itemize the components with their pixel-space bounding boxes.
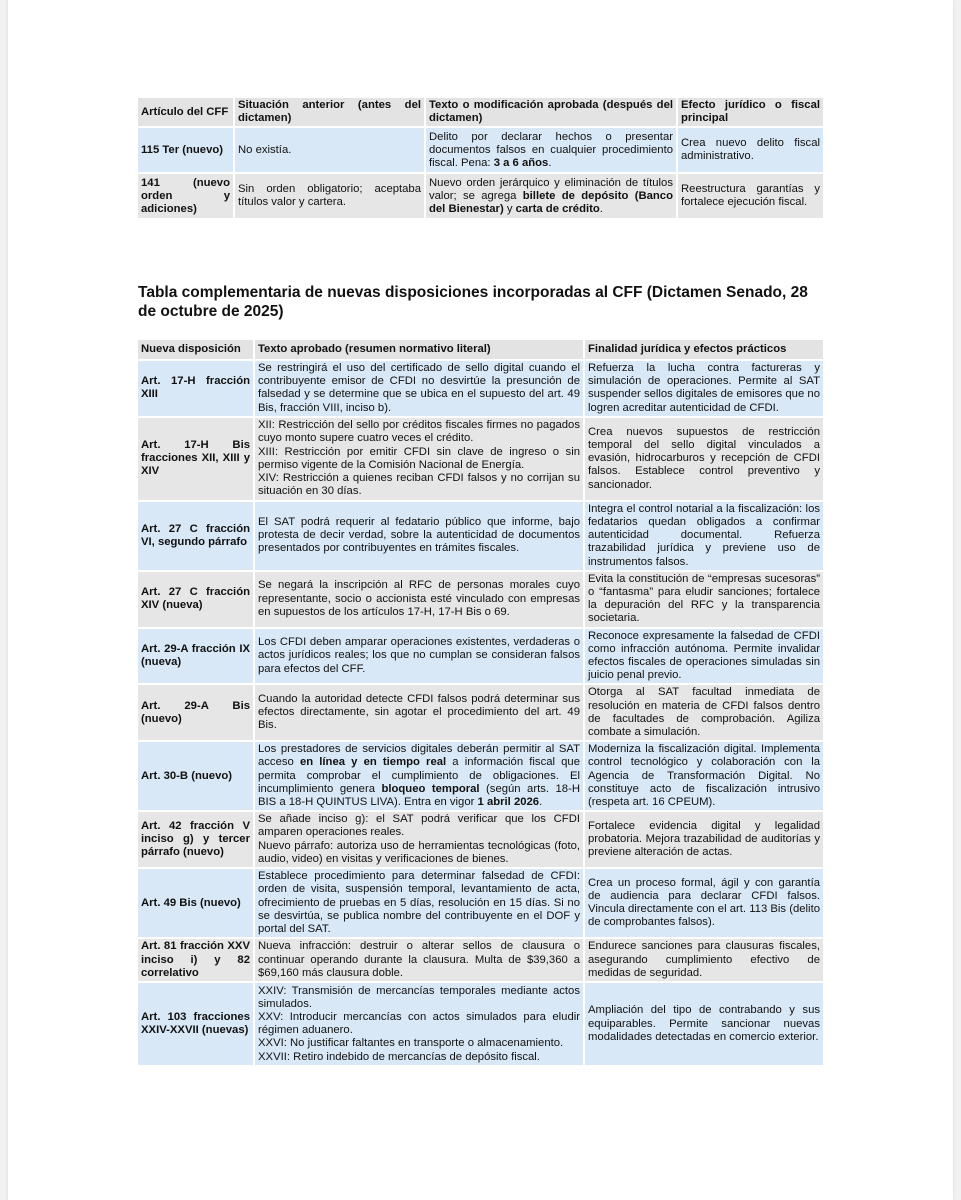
header-cell: Texto o modificación aprobada (después del dictamen)	[425, 98, 677, 127]
text-part: a información fiscal que permita comprobar el cumplimiento de obligaciones. El incumplimiento genera	[258, 756, 580, 795]
table-header	[138, 98, 824, 127]
text-cell: Cuando la autoridad detecte CFDI falsos podrá determinar sus efectos directamente, sin agotar el procedimiento del art. 49 Bis.	[254, 684, 584, 741]
provision-cell: Art. 30-B (nuevo)	[138, 741, 254, 811]
text-part: y	[503, 203, 516, 215]
text-part: (según arts. 18-H BIS a 18-H QUINTUS LIVA). Entra en vigor	[258, 782, 580, 809]
table-row	[138, 938, 824, 982]
text-line: XXV: Introducir mercancías con actos simulados para eludir régimen aduanero.	[258, 1010, 580, 1037]
table-row	[138, 360, 824, 417]
purpose-cell: Integra el control notarial a la fiscalización: los fedatarios quedan obligados a confirmar autenticidad documental. Refuerza trazabilidad jurídica y previene uso de instrumentos falsos.	[584, 501, 824, 571]
approved-text-cell	[425, 173, 677, 219]
table-row	[138, 127, 824, 173]
text-part: .	[548, 157, 552, 169]
purpose-cell: Moderniza la fiscalización digital. Implementa control tecnológico y colaboración con la Agencia de Transformación Digital. No constituye acto de fiscalización intrusivo (respeta art. 16 CPEUM).	[584, 741, 824, 811]
table-row	[138, 811, 824, 868]
provision-cell: Art. 17-H Bis fracciones XII, XIII y XIV	[138, 417, 254, 501]
text-cell	[254, 811, 584, 868]
text-line: XXIV: Transmisión de mercancías temporales mediante actos simulados.	[258, 984, 580, 1010]
provision-cell: Art. 27 C fracción VI, segundo párrafo	[138, 501, 254, 571]
provision-cell: Art. 29-A Bis (nuevo)	[138, 684, 254, 741]
purpose-cell: Otorga al SAT facultad inmediata de resolución en materia de CFDI falsos dentro de facultades de comprobación. Agiliza combate a simulación.	[584, 684, 824, 741]
purpose-cell: Refuerza la lucha contra factureras y simulación de operaciones. Permite al SAT suspender sellos digitales de emisores que no logren acreditar autenticidad de CFDI.	[584, 360, 824, 417]
header-cell: Situación anterior (antes del dictamen)	[234, 98, 425, 127]
text-bold: 1 abril 2026	[477, 796, 540, 809]
effect-cell: Crea nuevo delito fiscal administrativo.	[677, 127, 824, 173]
text-cell	[254, 417, 584, 501]
text-part: Delito por declarar hechos o presentar documentos falsos en cualquier procedimiento fiscal. Pena:	[429, 130, 673, 169]
effect-cell: Reestructura garantías y fortalece ejecución fiscal.	[677, 173, 824, 219]
purpose-cell: Crea nuevos supuestos de restricción temporal del sello digital vinculados a evasión, hidrocarburos y recepción de CFDI falsos. Establece control preventivo y sancionador.	[584, 417, 824, 501]
header-cell: Nueva disposición	[138, 340, 254, 360]
text-line: XXVII: Retiro indebido de mercancías de depósito fiscal.	[258, 1050, 540, 1063]
text-line: XII: Restricción del sello por créditos fiscales firmes no pagados cuyo monto supere cuatro veces el crédito.	[258, 419, 580, 445]
header-cell: Artículo del CFF	[138, 98, 234, 127]
table-cff-changes	[138, 98, 825, 220]
text-cell	[254, 982, 584, 1066]
text-bold: 3 a 6 años	[493, 157, 549, 169]
purpose-cell: Crea un proceso formal, ágil y con garantía de audiencia para declarar CFDI falsos. Vincula directamente con el art. 113 Bis (delito de comprobantes falsos).	[584, 868, 824, 938]
text-cell: Establece procedimiento para determinar falsedad de CFDI: orden de visita, suspensión temporal, levantamiento de acta, ofrecimiento de pruebas en 5 días, resolución en 15 días. Si no se desvirtúa, se publica nombre del contribuyente en el DOF y portal del SAT.	[254, 868, 584, 938]
text-line: Nuevo párrafo: autoriza uso de herramientas tecnológicas (foto, audio, video) en visitas y verificaciones de bienes.	[258, 839, 580, 865]
purpose-cell: Endurece sanciones para clausuras fiscales, asegurando cumplimiento efectivo de medidas de seguridad.	[584, 938, 824, 982]
purpose-cell: Ampliación del tipo de contrabando y sus equiparables. Permite sancionar nuevas modalidades detectadas en comercio exterior.	[584, 982, 824, 1066]
text-cell: El SAT podrá requerir al fedatario público que informe, bajo protesta de decir verdad, sobre la autenticidad de documentos presentados por contribuyentes en trámites fiscales.	[254, 501, 584, 571]
text-part: .	[599, 203, 603, 215]
table-row	[138, 571, 824, 628]
text-part: Nuevo orden jerárquico y eliminación de títulos valor; se agrega	[429, 176, 673, 202]
header-cell: Efecto jurídico o fiscal principal	[677, 98, 824, 127]
text-bold: billete de depósito (Banco del Bienestar)	[429, 189, 673, 215]
table-header	[138, 340, 824, 360]
provision-cell: Art. 49 Bis (nuevo)	[138, 868, 254, 938]
text-part: Los prestadores de servicios digitales deberán permitir al SAT acceso	[258, 743, 580, 769]
purpose-cell: Fortalece evidencia digital y legalidad probatoria. Mejora trazabilidad de auditorías y previene alteración de actas.	[584, 811, 824, 868]
text-line: XIII: Restricción por emitir CFDI sin clave de ingreso o sin permiso vigente de la Comisión Nacional de Energía.	[258, 445, 580, 471]
provision-cell: Art. 81 fracción XXV inciso i) y 82 correlativo	[138, 938, 254, 982]
text-cell: Se negará la inscripción al RFC de personas morales cuyo representante, socio o accionista esté vinculado con empresas en supuestos de los artículos 17-H, 17-H Bis o 69.	[254, 571, 584, 628]
text-cell	[254, 741, 584, 811]
provision-cell: Art. 103 fracciones XXIV-XXVII (nuevas)	[138, 982, 254, 1066]
section-title: Tabla complementaria de nuevas disposiciones incorporadas al CFF (Dictamen Senado, 28 de octubre de 2025)	[138, 284, 808, 320]
text-line: Se añade inciso g): el SAT podrá verificar que los CFDI amparen operaciones reales.	[258, 813, 580, 839]
previous-cell: No existía.	[234, 127, 425, 173]
table-new-provisions	[138, 340, 825, 1067]
purpose-cell: Evita la constitución de “empresas sucesoras” o “fantasma” para eludir sanciones; fortalece la depuración del RFC y la transparencia societaria.	[584, 571, 824, 628]
table-row	[138, 628, 824, 685]
text-bold: en línea y en tiempo real	[299, 756, 447, 769]
table-row	[138, 417, 824, 501]
text-part: .	[539, 796, 543, 809]
table-row	[138, 501, 824, 571]
text-cell: Se restringirá el uso del certificado de sello digital cuando el contribuyente emisor de CFDI no desvirtúe la presunción de falsedad y se determine que se ubica en el supuesto del art. 49 Bis, fracción VIII, inciso b).	[254, 360, 584, 417]
article-cell: 141 (nuevo orden y adiciones)	[138, 173, 234, 219]
table-row	[138, 684, 824, 741]
provision-cell: Art. 29-A fracción IX (nueva)	[138, 628, 254, 685]
text-line: XIV: Restricción a quienes reciban CFDI falsos y no corrijan su situación en 30 días.	[258, 472, 580, 498]
provision-cell: Art. 17-H fracción XIII	[138, 360, 254, 417]
text-cell: Nueva infracción: destruir o alterar sellos de clausura o continuar operando durante la clausura. Multa de $39,360 a $69,160 más clausura doble.	[254, 938, 584, 982]
previous-cell: Sin orden obligatorio; aceptaba títulos valor y cartera.	[234, 173, 425, 219]
text-cell: Los CFDI deben amparar operaciones existentes, verdaderas o actos jurídicos reales; los que no cumplan se consideran falsos para efectos del CFF.	[254, 628, 584, 685]
approved-text-cell	[425, 127, 677, 173]
table-row	[138, 741, 824, 811]
text-bold: carta de crédito	[515, 203, 600, 215]
text-line: XXVI: No justificar faltantes en transporte o almacenamiento.	[258, 1037, 564, 1050]
table-row	[138, 173, 824, 219]
header-cell: Texto aprobado (resumen normativo literal)	[254, 340, 584, 360]
text-bold: bloqueo temporal	[381, 782, 480, 795]
purpose-cell: Reconoce expresamente la falsedad de CFDI como infracción autónoma. Permite invalidar efectos fiscales de operaciones simuladas sin juicio penal previo.	[584, 628, 824, 685]
header-cell: Finalidad jurídica y efectos prácticos	[584, 340, 824, 360]
article-cell: 115 Ter (nuevo)	[138, 127, 234, 173]
provision-cell: Art. 42 fracción V inciso g) y tercer párrafo (nuevo)	[138, 811, 254, 868]
provision-cell: Art. 27 C fracción XIV (nueva)	[138, 571, 254, 628]
table-row	[138, 982, 824, 1066]
table-row	[138, 868, 824, 938]
